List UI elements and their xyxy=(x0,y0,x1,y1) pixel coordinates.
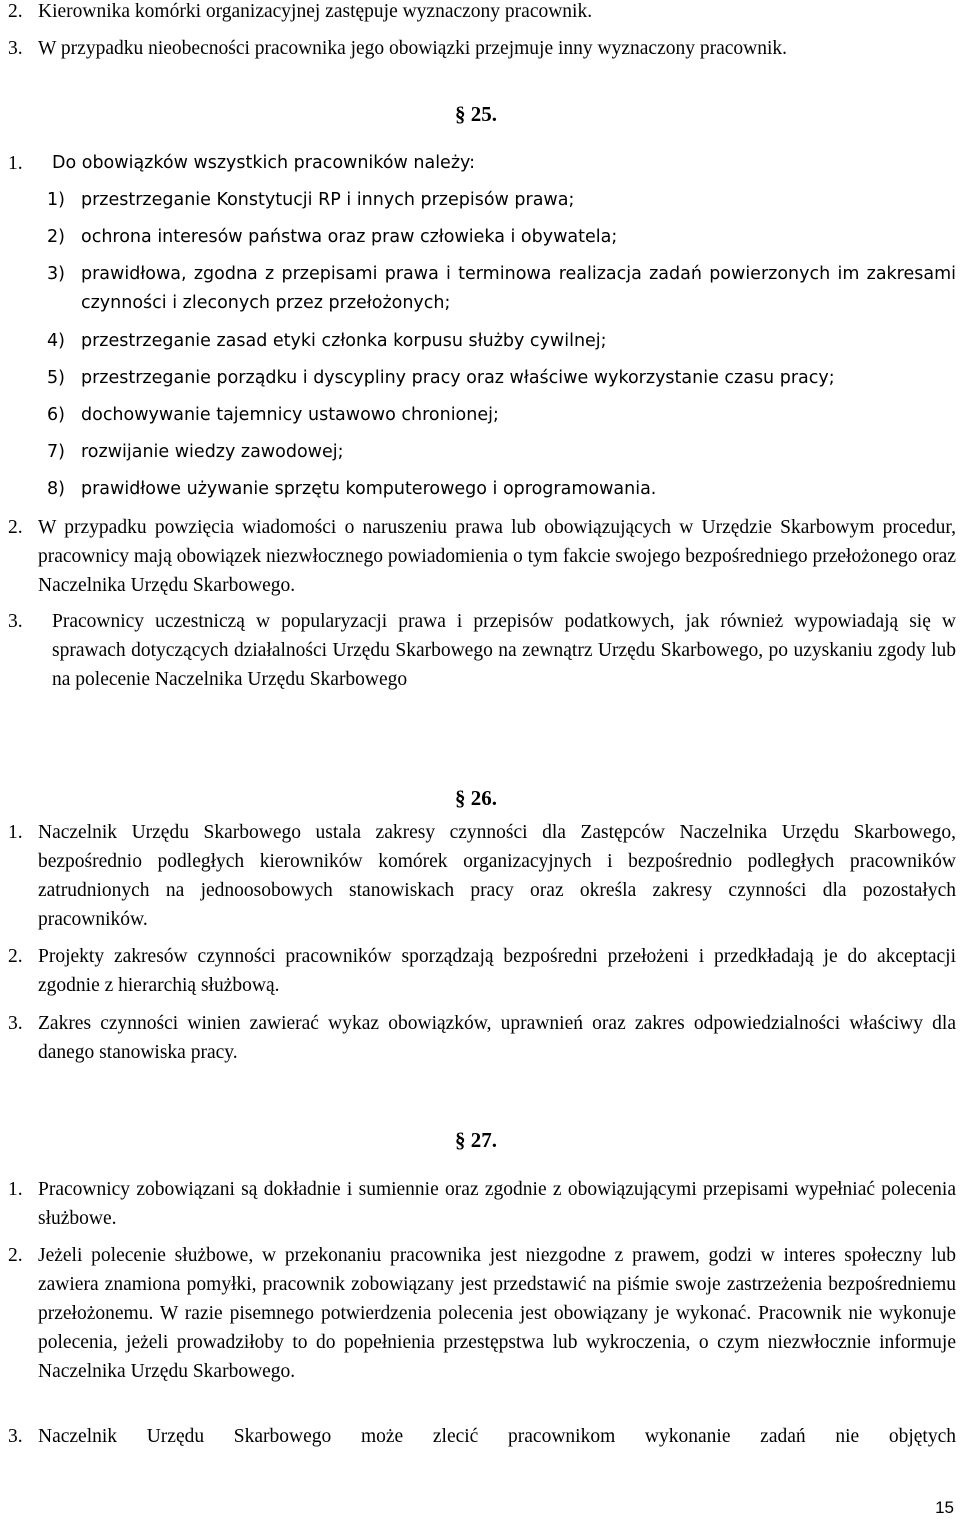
paragraph-text: Naczelnik Urzędu Skarbowego ustala zakresy czynności dla Zastępców Naczelnika Urzędu Skarbowego, bezpośrednio podległych kierowników komórek organizacyjnych i bezpośrednio podległych pracowników zatrudnionych na jednoosobowych stanowiskach pracy oraz określa zakresy czynności dla pozostałych pracowników. xyxy=(38,822,956,930)
paragraph xyxy=(8,818,956,934)
paragraph-number: 2. xyxy=(8,946,23,967)
paragraph xyxy=(8,607,956,694)
paragraph-number: 2. xyxy=(8,1,23,22)
section-heading: § 25. xyxy=(455,102,497,126)
list-item: 5) przestrzeganie porządku i dyscypliny pracy oraz właściwe wykorzystanie czasu pracy; xyxy=(47,368,835,388)
list-item: 4) przestrzeganie zasad etyki członka korpusu służby cywilnej; xyxy=(47,331,607,351)
paragraph-number: 2. xyxy=(8,1245,23,1266)
paragraph-text: W przypadku powzięcia wiadomości o naruszeniu prawa lub obowiązujących w Urzędzie Skarbowym procedur, pracownicy mają obowiązek niezwłocznego powiadomienia o tym fakcie swojego bezpośredniego przełożonego oraz Naczelnika Urzędu Skarbowego. xyxy=(38,517,956,596)
paragraph-number: 1. xyxy=(8,1179,23,1200)
section-heading: § 27. xyxy=(455,1128,497,1152)
list-item: 6) dochowywanie tajemnicy ustawowo chronionej; xyxy=(47,405,499,425)
paragraph xyxy=(8,34,956,63)
paragraph xyxy=(8,513,956,600)
list-item: 2) ochrona interesów państwa oraz praw człowieka i obywatela; xyxy=(47,227,618,247)
section-heading: § 26. xyxy=(455,786,497,810)
paragraph-number: 3. xyxy=(8,611,23,632)
list-item: 1) przestrzeganie Konstytucji RP i innych przepisów prawa; xyxy=(47,190,575,210)
paragraph-text: Do obowiązków wszystkich pracowników należy: xyxy=(52,153,475,173)
paragraph xyxy=(8,1422,956,1451)
paragraph-text: Jeżeli polecenie służbowe, w przekonaniu pracownika jest niezgodne z prawem, godzi w interes społeczny lub zawiera znamiona pomyłki, pracownik zobowiązany jest przedstawić na piśmie swoje zastrzeżenia bezpośredniemu przełożonemu. W razie pisemnego potwierdzenia polecenia jest obowiązany je wykonać. Pracownik nie wykonuje polecenia, jeżeli prowadziłoby to do popełnienia przestępstwa lub wykroczenia, o czym niezwłocznie informuje Naczelnika Urzędu Skarbowego. xyxy=(38,1245,956,1382)
paragraph xyxy=(8,1009,956,1067)
paragraph-number: 3. xyxy=(8,1426,23,1447)
paragraph-text: Naczelnik Urzędu Skarbowego może zlecić pracownikom wykonanie zadań nie objętych xyxy=(38,1426,956,1447)
list-item: 7) rozwijanie wiedzy zawodowej; xyxy=(47,442,344,462)
page-number: 15 xyxy=(935,1498,954,1517)
paragraph-number: 3. xyxy=(8,1013,23,1034)
list-item: 3) prawidłowa, zgodna z przepisami prawa i terminowa realizacja zadań powierzonych im zakresami czynności i zleconych przez przełożonych; xyxy=(47,264,956,313)
paragraph xyxy=(8,942,956,1000)
paragraph xyxy=(8,1175,956,1233)
paragraph xyxy=(8,1241,956,1386)
list-item: 8) prawidłowe używanie sprzętu komputerowego i oprogramowania. xyxy=(47,479,657,499)
paragraph-text: Kierownika komórki organizacyjnej zastępuje wyznaczony pracownik. xyxy=(38,1,593,22)
paragraph-number: 3. xyxy=(8,38,23,59)
paragraph-text: Zakres czynności winien zawierać wykaz obowiązków, uprawnień oraz zakres odpowiedzialności właściwy dla danego stanowiska pracy. xyxy=(38,1013,956,1063)
paragraph-text: W przypadku nieobecności pracownika jego obowiązki przejmuje inny wyznaczony pracownik. xyxy=(38,38,788,59)
paragraph-number: 1. xyxy=(8,153,23,174)
paragraph xyxy=(8,0,956,26)
paragraph xyxy=(8,149,956,178)
paragraph-text: Projekty zakresów czynności pracowników sporządzają bezpośredni przełożeni i przedkładają je do akceptacji zgodnie z hierarchią służbową. xyxy=(38,946,956,996)
paragraph-text: Pracownicy uczestniczą w popularyzacji prawa i przepisów podatkowych, jak również wypowiadają się w sprawach dotyczących działalności Urzędu Skarbowego na zewnątrz Urzędu Skarbowego, po uzyskaniu zgody lub na polecenie Naczelnika Urzędu Skarbowego xyxy=(52,611,956,690)
paragraph-text: Pracownicy zobowiązani są dokładnie i sumiennie oraz zgodnie z obowiązującymi przepisami wypełniać polecenia służbowe. xyxy=(38,1179,956,1229)
paragraph-number: 1. xyxy=(8,822,23,843)
paragraph-number: 2. xyxy=(8,517,23,538)
